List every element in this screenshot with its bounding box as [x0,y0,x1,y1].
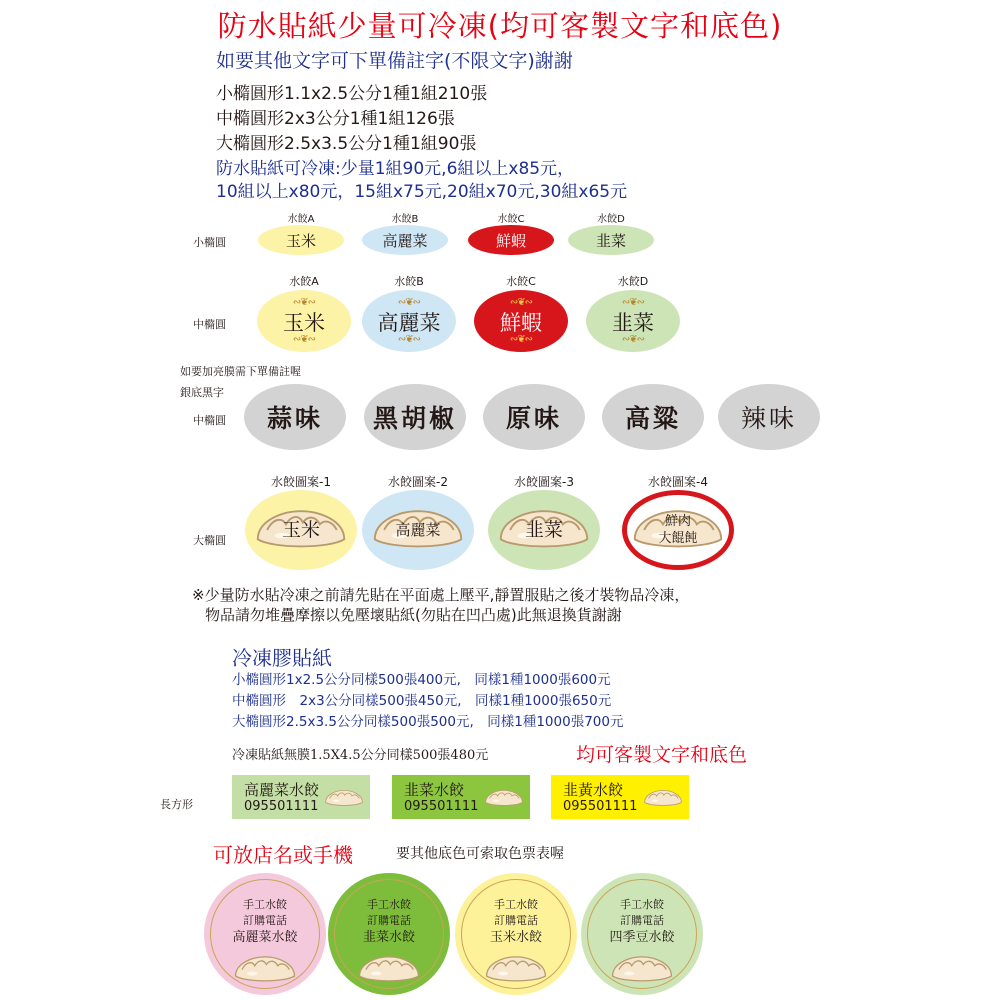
sticker-tag: 水餃圖案-3 [514,475,574,489]
ornament-bottom-icon: ∾❦∾ [509,334,533,345]
dumpling-icon [233,953,297,985]
sticker-tag: 水餃A [289,275,319,288]
sticker-text: 鮮肉 大餛飩 [658,514,698,546]
ornament-bottom-icon: ∾❦∾ [397,334,421,345]
small-oval-sticker: 鮮蝦 [468,225,554,255]
silver-oval-sticker: 高粱 [602,384,704,450]
medium-oval-sticker [362,290,456,352]
small-oval-sticker: 高麗菜 [362,225,448,255]
row-label-small: 小橢圓 [193,236,226,249]
sticker-tag: 水餃B [391,214,419,225]
ornament-bottom-icon: ∾❦∾ [292,334,316,345]
sticker-text: 高麗菜 [377,311,441,335]
round-sticker-line2: 訂購電話 [620,914,664,927]
rect-sticker-phone: 095501111 [244,799,319,814]
page-title: 防水貼紙少量可冷凍(均可客製文字和底色) [217,9,783,43]
rect-sticker [232,775,370,819]
large-oval-inner [493,495,595,565]
large-oval-sticker [362,490,474,570]
no-film-line: 冷凍貼紙無膜1.5X4.5公分同樣500張480元 [232,748,489,763]
medium-oval-sticker [586,290,680,352]
dumpling-icon [610,953,674,985]
silver-oval-sticker: 蒜味 [244,384,346,450]
price-line-1: 防水貼紙可冷凍:少量1組90元,6組以上x85元， [216,159,575,179]
large-oval-sticker [488,490,600,570]
shop-note: 可放店名或手機 [213,843,353,867]
sticker-text: 韭菜 [524,518,563,541]
silver-note: 銀底黑字 [180,386,224,399]
dumpling-icon [643,787,683,809]
silver-oval-sticker: 原味 [483,384,585,450]
round-sticker-line2: 訂購電話 [367,914,411,927]
round-sticker-line1: 手工水餃 [367,898,411,911]
notice-line-2: 物品請勿堆疊摩擦以免壓壞貼紙(勿貼在凹凸處)此無退換貨謝謝 [205,606,622,624]
large-oval-inner [250,495,352,565]
sticker-text: 高麗菜 [395,520,441,539]
frozen-line-2: 中橢圓形 2x3公分同樣500張450元, 同樣1種1000張650元 [232,693,612,709]
round-sticker [204,873,326,995]
round-sticker [328,873,450,995]
round-sticker-line1: 手工水餃 [243,898,287,911]
sticker-tag: 水餃A [287,214,315,225]
sticker-text: 玉米 [283,311,325,335]
silver-oval-sticker: 黑胡椒 [364,384,466,450]
sticker-tag: 水餃D [597,214,625,225]
rect-sticker-phone: 095501111 [563,799,638,814]
sticker-text: 韭菜 [612,311,654,335]
ornament-top-icon: ∾❦∾ [621,297,645,308]
round-sticker-line1: 手工水餃 [494,898,538,911]
rect-sticker-name: 高麗菜水餃 [244,781,320,799]
small-oval-sticker: 玉米 [258,225,344,255]
rect-sticker [392,775,530,819]
round-sticker-line3: 四季豆水餃 [609,930,675,945]
large-oval-sticker [245,490,357,570]
gloss-note: 如要加亮膜需下單備註喔 [180,365,301,378]
row-label-medium-2: 中橢圓 [193,414,226,427]
medium-oval-sticker [257,290,351,352]
frozen-line-3: 大橢圓形2.5x3.5公分同樣500張500元, 同樣1種1000張700元 [232,714,624,730]
rect-sticker-phone: 095501111 [404,799,479,814]
sticker-text: 鮮蝦 [500,311,542,335]
sticker-tag: 水餃D [617,275,649,288]
sticker-tag: 水餃C [506,275,536,288]
custom-note: 均可客製文字和底色 [576,744,748,766]
row-label-large: 大橢圓 [193,534,226,547]
ornament-top-icon: ∾❦∾ [509,297,533,308]
large-oval-inner [627,495,729,565]
sticker-tag: 水餃圖案-2 [388,475,448,489]
price-line-2: 10組以上x80元，15組x75元,20組x70元,30組x65元 [216,182,628,202]
dumpling-icon [357,953,421,985]
large-oval-sticker [622,490,734,570]
subtitle: 如要其他文字可下單備註字(不限文字)謝謝 [216,50,573,72]
round-sticker-line3: 高麗菜水餃 [232,930,298,945]
notice-line-1: ※少量防水貼冷凍之前請先貼在平面處上壓平,靜置服貼之後才裝物品冷凍， [192,586,690,604]
round-sticker-line1: 手工水餃 [620,898,664,911]
dumpling-icon [484,787,524,809]
dumpling-icon [324,787,364,809]
ornament-top-icon: ∾❦∾ [292,297,316,308]
rect-sticker-name: 韭黃水餃 [563,781,624,799]
spec-medium: 中橢圓形2x3公分1種1組126張 [216,109,455,129]
spec-small: 小橢圓形1.1x2.5公分1種1組210張 [216,84,488,104]
frozen-title: 冷凍膠貼紙 [232,646,332,670]
round-sticker [455,873,577,995]
small-oval-sticker: 韭菜 [568,225,654,255]
sticker-text: 玉米 [281,518,320,541]
large-oval-inner [367,495,469,565]
sticker-tag: 水餃C [497,214,525,225]
sticker-tag: 水餃圖案-4 [648,475,708,489]
frozen-line-1: 小橢圓形1x2.5公分同樣500張400元, 同樣1種1000張600元 [232,672,611,688]
sticker-tag: 水餃B [394,275,424,288]
round-sticker-line2: 訂購電話 [243,914,287,927]
row-label-medium: 中橢圓 [193,318,226,331]
dumpling-icon [484,953,548,985]
round-sticker-line3: 韭菜水餃 [362,930,415,945]
round-sticker-line3: 玉米水餃 [489,930,542,945]
medium-oval-sticker [474,290,568,352]
silver-oval-sticker: 辣味 [718,384,820,450]
sticker-tag: 水餃圖案-1 [271,475,331,489]
ornament-top-icon: ∾❦∾ [397,297,421,308]
rect-sticker [551,775,689,819]
rect-sticker-name: 韭菜水餃 [404,781,465,799]
spec-large: 大橢圓形2.5x3.5公分1種1組90張 [216,134,477,154]
color-chart-note: 要其他底色可索取色票表喔 [396,846,564,862]
ornament-bottom-icon: ∾❦∾ [621,334,645,345]
row-label-rect: 長方形 [160,798,193,811]
round-sticker [581,873,703,995]
round-sticker-line2: 訂購電話 [494,914,538,927]
